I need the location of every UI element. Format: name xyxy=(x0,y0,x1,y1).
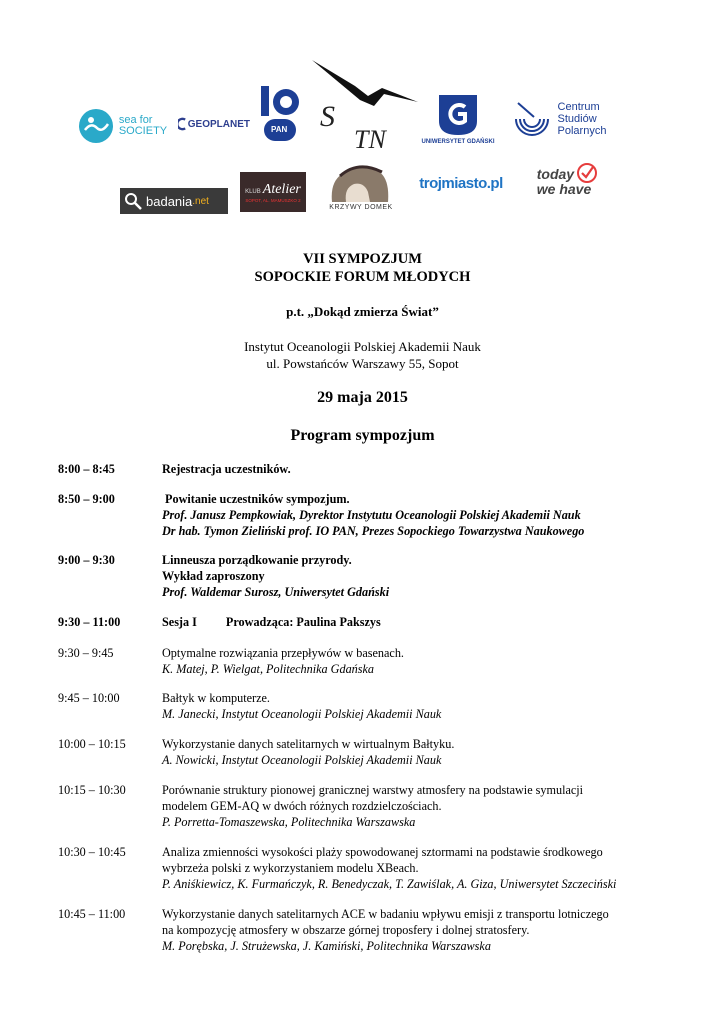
talk-authors: P. Porretta-Tomaszewska, Politechnika Warszawska xyxy=(162,814,416,829)
talk-title: Bałtyk w komputerze. xyxy=(162,691,270,705)
talk-title: Wykorzystanie danych satelitarnych ACE w badaniu wpływu emisji z transportu lotniczego xyxy=(162,907,609,921)
talk-title: Porównanie struktury pionowej granicznej warstwy atmosfery na podstawie symulacji xyxy=(162,783,584,797)
ug-logo xyxy=(421,86,495,150)
centrum-line1: Centrum xyxy=(557,101,600,113)
io-pan-text: PAN xyxy=(271,125,288,134)
centrum-line2: Studiów xyxy=(557,113,597,125)
magnifier-icon xyxy=(123,191,143,211)
badania-suffix: .net xyxy=(192,195,209,207)
talk-title: Analiza zmienności wysokości plaży spowodowanej sztormami na podstawie środkowego xyxy=(162,845,603,859)
svg-text:S: S xyxy=(320,100,335,133)
talk-time: 10:30 – 10:45 xyxy=(58,845,126,859)
talk-time: 10:00 – 10:15 xyxy=(58,737,126,751)
geoplanet-logo xyxy=(178,104,250,144)
item-time: 8:00 – 8:45 xyxy=(58,462,115,476)
centrum-studiow-polarnych-logo xyxy=(505,96,611,142)
event-date: 29 maja 2015 xyxy=(317,389,408,406)
session-chair: Prowadząca: Paulina Pakszys xyxy=(225,615,381,629)
ug-text: UNIWERSYTET GDAŃSKI xyxy=(421,139,495,145)
krzywy-domek-logo xyxy=(318,158,404,214)
geoplanet-text: GEOPLANET xyxy=(187,118,250,130)
talk-time: 9:30 – 9:45 xyxy=(58,646,114,660)
today-text: today xyxy=(536,166,575,182)
item-subtitle: Wykład zaproszony xyxy=(162,568,265,583)
atelier-sub: SOPOT, AL. MAMUSZKO 2 xyxy=(245,197,301,203)
item-speaker: Dr hab. Tymon Zieliński prof. IO PAN, Prezes Sopockiego Towarzystwa Naukowego xyxy=(162,523,585,538)
sea-for-society-emblem xyxy=(77,106,115,146)
talk-title: Wykorzystanie danych satelitarnych w wirtualnym Bałtyku. xyxy=(162,737,455,751)
talk-authors: M. Janecki, Instytut Oceanologii Polskiej Akademii Nauk xyxy=(162,706,442,721)
talk-authors: A. Nowicki, Instytut Oceanologii Polskiej Akademii Nauk xyxy=(162,752,442,767)
sea-for-line1: sea for xyxy=(118,114,153,126)
talk-authors: P. Aniśkiewicz, K. Furmańczyk, R. Benedyczak, T. Zawiślak, A. Giza, Uniwersytet Szczeciński xyxy=(162,876,617,891)
klub-text: KLUB xyxy=(245,188,261,195)
program-title: Program sympozjum xyxy=(290,427,435,444)
symposium-title xyxy=(0,250,725,286)
item-title: Rejestracja uczestników. xyxy=(162,462,291,476)
stn-logo xyxy=(310,56,422,152)
stn-bird-emblem xyxy=(310,56,422,152)
klub-atelier-logo xyxy=(240,172,306,212)
checkmark-circle-icon xyxy=(576,162,598,184)
talk-time: 10:45 – 11:00 xyxy=(58,907,126,921)
talk-time: 9:45 – 10:00 xyxy=(58,691,120,705)
item-title: Powitanie uczestników sympozjum. xyxy=(162,492,350,506)
title-line1: VII SYMPOZJUM xyxy=(303,251,422,267)
item-time: 9:00 – 9:30 xyxy=(58,553,115,567)
ug-emblem xyxy=(435,91,481,137)
session-name: Sesja I xyxy=(162,615,197,629)
centrum-emblem xyxy=(510,97,554,141)
io-pan-logo xyxy=(259,86,301,144)
talk-title-cont: wybrzeża polski z wykorzystaniem modelu XBeach. xyxy=(162,860,419,875)
trojmiasto-logo xyxy=(418,170,504,196)
talk-title-cont: modelem GEM-AQ w dwóch różnych rozdzielczościach. xyxy=(162,798,442,813)
trojmiasto-text: trojmiasto.pl xyxy=(419,174,503,192)
atelier-text: Atelier xyxy=(262,181,301,197)
today-we-have-logo xyxy=(526,160,602,204)
sponsor-logos xyxy=(0,0,725,220)
we-have-text: we have xyxy=(536,181,592,197)
centrum-line3: Polarnych xyxy=(557,125,607,137)
badania-text: badania xyxy=(146,193,193,209)
item-time: 8:50 – 9:00 xyxy=(58,492,115,506)
talk-authors: K. Matej, P. Wielgat, Politechnika Gdańska xyxy=(162,661,375,676)
title-line2: SOPOCKIE FORUM MŁODYCH xyxy=(254,269,471,285)
talk-time: 10:15 – 10:30 xyxy=(58,783,126,797)
sea-for-society-logo xyxy=(72,104,172,148)
badania-net-logo xyxy=(120,188,228,214)
talk-title: Optymalne rozwiązania przepływów w basenach. xyxy=(162,646,404,660)
item-speaker: Prof. Waldemar Surosz, Uniwersytet Gdański xyxy=(162,584,390,599)
session-time: 9:30 – 11:00 xyxy=(58,615,121,629)
svg-text:TN: TN xyxy=(354,125,386,152)
item-title: Linneusza porządkowanie przyrody. xyxy=(162,553,352,567)
symposium-subtitle: p.t. „Dokąd zmierza Świat” xyxy=(286,304,439,319)
sea-for-line2: SOCIETY xyxy=(118,125,168,137)
institute-name: Instytut Oceanologii Polskiej Akademii Nauk xyxy=(244,339,481,354)
talk-title-cont: na kompozycję atmosfery w obszarze górnej troposfery i dolnej stratosfery. xyxy=(162,922,530,937)
address: ul. Powstańców Warszawy 55, Sopot xyxy=(266,356,459,371)
io-pan-emblem xyxy=(259,86,301,144)
talk-authors: M. Porębska, J. Strużewska, J. Kamiński, Politechnika Warszawska xyxy=(162,938,491,953)
geoplanet-emblem xyxy=(178,109,187,139)
item-speaker: Prof. Janusz Pempkowiak, Dyrektor Instytutu Oceanologii Polskiej Akademii Nauk xyxy=(162,507,581,522)
krzywy-domek-emblem xyxy=(328,162,394,204)
krzywy-domek-text: KRZYWY DOMEK xyxy=(329,203,393,211)
venue xyxy=(0,338,725,372)
